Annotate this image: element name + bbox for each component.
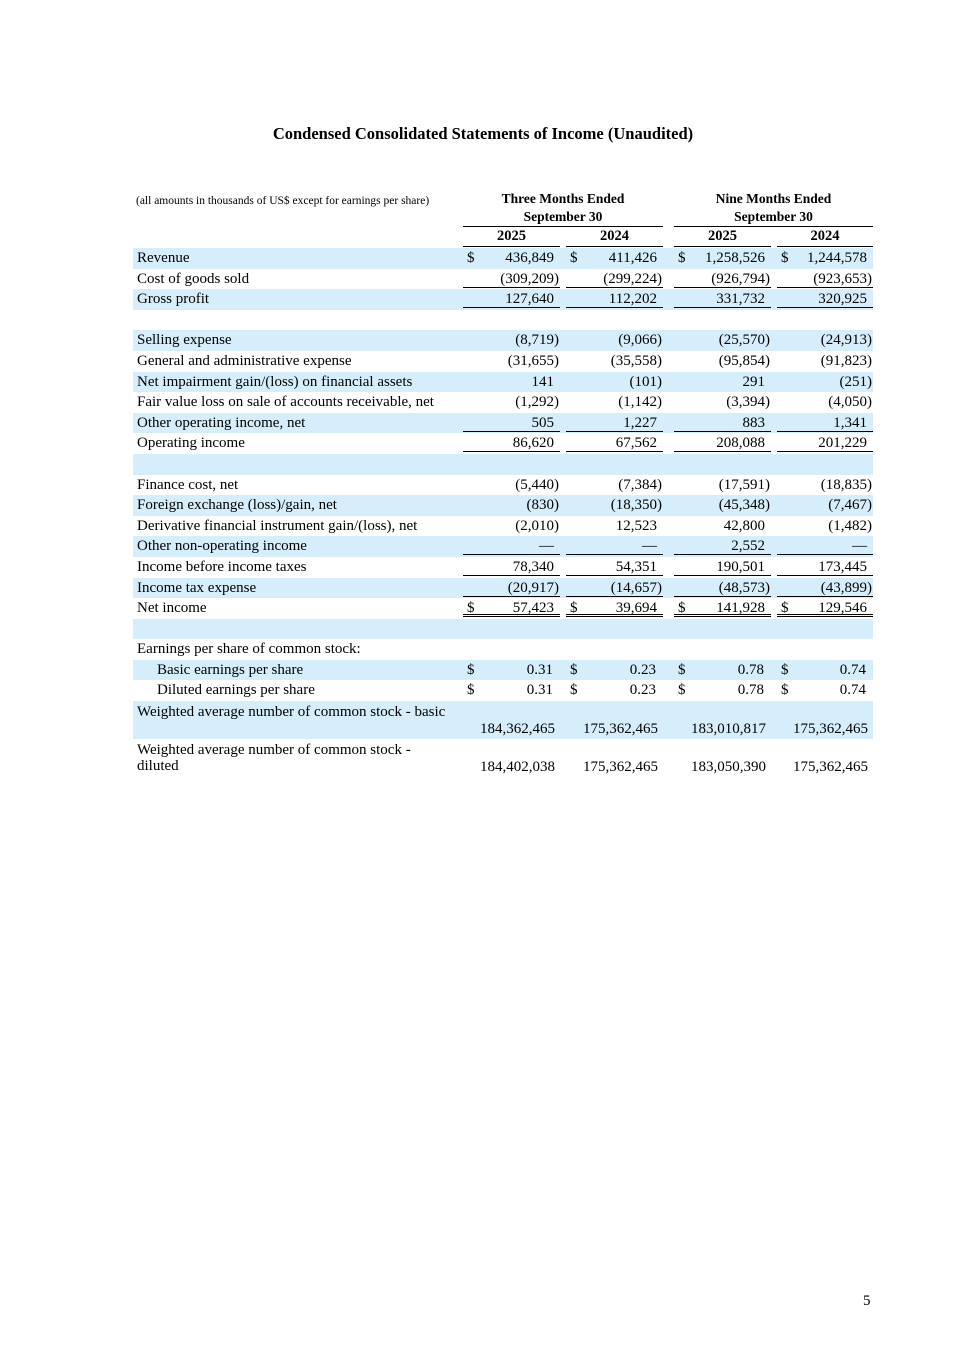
cell-value: 0.23 bbox=[629, 682, 656, 699]
currency-symbol: $ bbox=[781, 250, 789, 266]
cell-value: (48,573) bbox=[718, 579, 770, 596]
value-cell bbox=[674, 680, 771, 699]
value-cell bbox=[463, 351, 560, 370]
value-cell bbox=[674, 289, 771, 308]
row-label: Operating income bbox=[137, 435, 245, 452]
cell-value: 1,227 bbox=[623, 414, 657, 431]
cell-value: (20,917) bbox=[507, 579, 559, 596]
currency-symbol: $ bbox=[678, 661, 686, 678]
value-cell bbox=[777, 248, 873, 267]
value-cell bbox=[463, 454, 560, 473]
value-cell bbox=[674, 269, 771, 288]
cell-value: (7,467) bbox=[828, 497, 872, 514]
value-cell bbox=[777, 578, 873, 597]
value-cell bbox=[566, 289, 663, 308]
cell-value: 175,362,465 bbox=[583, 721, 658, 738]
cell-value: 190,501 bbox=[716, 558, 765, 575]
cell-value: 505 bbox=[531, 414, 554, 431]
cell-value: — bbox=[642, 538, 657, 555]
cell-value: 112,202 bbox=[608, 291, 657, 308]
cell-value: (830) bbox=[526, 497, 559, 514]
value-cell bbox=[674, 330, 771, 349]
currency-symbol: $ bbox=[467, 661, 475, 678]
cell-value: 320,925 bbox=[818, 291, 867, 308]
value-cell bbox=[566, 433, 663, 452]
cell-value: 1,244,578 bbox=[807, 250, 867, 266]
table-row bbox=[133, 598, 873, 619]
value-cell bbox=[463, 619, 560, 638]
cell-value: 175,362,465 bbox=[583, 759, 658, 776]
value-cell bbox=[777, 330, 873, 349]
value-cell bbox=[566, 330, 663, 349]
value-cell bbox=[777, 475, 873, 494]
table-row bbox=[133, 680, 873, 701]
value-cell bbox=[463, 758, 560, 777]
table-body bbox=[133, 248, 873, 777]
cell-value: (299,224) bbox=[603, 270, 662, 287]
value-cell bbox=[566, 413, 663, 432]
cell-value: 184,362,465 bbox=[480, 721, 555, 738]
cell-value: 436,849 bbox=[505, 250, 554, 266]
value-cell bbox=[777, 758, 873, 777]
cell-value: 67,562 bbox=[615, 435, 657, 452]
table-row bbox=[133, 475, 873, 496]
table-row bbox=[133, 413, 873, 434]
cell-value: 883 bbox=[742, 414, 765, 431]
value-cell bbox=[463, 536, 560, 555]
currency-symbol: $ bbox=[678, 250, 686, 266]
row-label: General and administrative expense bbox=[137, 352, 352, 369]
value-cell bbox=[463, 720, 560, 739]
cell-value: — bbox=[539, 538, 554, 555]
value-cell bbox=[777, 351, 873, 370]
table-row bbox=[133, 372, 873, 393]
row-label: Finance cost, net bbox=[137, 476, 239, 493]
cell-value: (9,066) bbox=[618, 332, 662, 349]
value-cell bbox=[463, 495, 560, 514]
currency-symbol: $ bbox=[570, 250, 578, 266]
table-row bbox=[133, 433, 873, 454]
currency-symbol: $ bbox=[570, 600, 578, 617]
cell-value: 0.74 bbox=[839, 682, 866, 699]
cell-value: 0.31 bbox=[526, 661, 553, 678]
row-label: Cost of goods sold bbox=[137, 270, 250, 287]
value-cell bbox=[777, 454, 873, 473]
table-row bbox=[133, 495, 873, 516]
value-cell bbox=[777, 310, 873, 329]
value-cell bbox=[566, 758, 663, 777]
value-cell bbox=[674, 372, 771, 391]
table-row bbox=[133, 619, 873, 640]
value-cell bbox=[674, 660, 771, 679]
value-cell bbox=[777, 372, 873, 391]
year-header: 2025 bbox=[463, 227, 560, 247]
value-cell bbox=[777, 598, 873, 617]
row-label: Weighted average number of common stock - basic bbox=[137, 704, 446, 721]
table-row bbox=[133, 639, 873, 660]
row-label: Gross profit bbox=[137, 291, 210, 308]
value-cell bbox=[566, 351, 663, 370]
table-row bbox=[133, 557, 873, 578]
table-row bbox=[133, 310, 873, 331]
value-cell bbox=[674, 639, 771, 658]
value-cell bbox=[566, 536, 663, 555]
currency-symbol: $ bbox=[781, 661, 789, 678]
value-cell bbox=[566, 720, 663, 739]
cell-value: 0.78 bbox=[737, 682, 764, 699]
table-row bbox=[133, 392, 873, 413]
cell-value: 0.23 bbox=[629, 661, 656, 678]
value-cell bbox=[777, 536, 873, 555]
cell-value: (17,591) bbox=[718, 476, 770, 493]
cell-value: 183,050,390 bbox=[691, 759, 766, 776]
currency-symbol: $ bbox=[467, 250, 475, 266]
table-row bbox=[133, 536, 873, 557]
cell-value: 184,402,038 bbox=[480, 759, 555, 776]
value-cell bbox=[566, 310, 663, 329]
cell-value: (35,558) bbox=[610, 352, 662, 369]
cell-value: 42,800 bbox=[723, 517, 765, 534]
value-cell bbox=[463, 598, 560, 617]
value-cell bbox=[566, 475, 663, 494]
value-cell bbox=[566, 557, 663, 576]
cell-value: 129,546 bbox=[818, 600, 867, 617]
table-row bbox=[133, 269, 873, 290]
value-cell bbox=[674, 310, 771, 329]
cell-value: (45,348) bbox=[718, 497, 770, 514]
cell-value: (923,653) bbox=[813, 270, 872, 287]
cell-value: 2,552 bbox=[731, 538, 765, 555]
value-cell bbox=[674, 516, 771, 535]
value-cell bbox=[463, 680, 560, 699]
value-cell bbox=[463, 330, 560, 349]
cell-value: (18,835) bbox=[820, 476, 872, 493]
cell-value: (5,440) bbox=[515, 476, 559, 493]
table-row bbox=[133, 578, 873, 599]
currency-symbol: $ bbox=[570, 682, 578, 699]
cell-value: (1,292) bbox=[515, 394, 559, 411]
cell-value: 57,423 bbox=[512, 600, 554, 617]
cell-value: (31,655) bbox=[507, 352, 559, 369]
cell-value: 78,340 bbox=[512, 558, 554, 575]
currency-symbol: $ bbox=[678, 600, 686, 617]
row-label: Net impairment gain/(loss) on financial assets bbox=[137, 373, 413, 390]
value-cell bbox=[463, 248, 560, 267]
value-cell bbox=[674, 351, 771, 370]
value-cell bbox=[463, 269, 560, 288]
value-cell bbox=[674, 495, 771, 514]
table-row bbox=[133, 248, 873, 269]
cell-value: 12,523 bbox=[615, 517, 657, 534]
currency-symbol: $ bbox=[570, 661, 578, 678]
amounts-note: (all amounts in thousands of US$ except for earnings per share) bbox=[136, 195, 430, 207]
cell-value: 175,362,465 bbox=[793, 721, 868, 738]
value-cell bbox=[566, 660, 663, 679]
value-cell bbox=[674, 536, 771, 555]
cell-value: 208,088 bbox=[716, 435, 765, 452]
value-cell bbox=[674, 578, 771, 597]
row-label: Diluted earnings per share bbox=[157, 682, 315, 699]
cell-value: 173,445 bbox=[818, 558, 867, 575]
cell-value: (309,209) bbox=[500, 270, 559, 287]
cell-value: (2,010) bbox=[515, 517, 559, 534]
value-cell bbox=[777, 269, 873, 288]
table-row bbox=[133, 351, 873, 372]
cell-value: 0.74 bbox=[839, 661, 866, 678]
value-cell bbox=[777, 392, 873, 411]
cell-value: 141,928 bbox=[716, 600, 765, 617]
value-cell bbox=[463, 475, 560, 494]
value-cell bbox=[463, 372, 560, 391]
value-cell bbox=[777, 289, 873, 308]
group-heading-line1: Nine Months Ended bbox=[715, 191, 832, 206]
cell-value: (251) bbox=[839, 373, 872, 390]
table-row bbox=[133, 454, 873, 475]
income-statement-table bbox=[133, 188, 873, 777]
cell-value: 291 bbox=[742, 373, 765, 390]
currency-symbol: $ bbox=[467, 600, 475, 617]
value-cell bbox=[463, 557, 560, 576]
cell-value: (24,913) bbox=[820, 332, 872, 349]
table-row bbox=[133, 289, 873, 310]
row-label: Other operating income, net bbox=[137, 414, 306, 431]
cell-value: 183,010,817 bbox=[691, 721, 766, 738]
value-cell bbox=[777, 639, 873, 658]
statement-title: Condensed Consolidated Statements of Income (Unaudited) bbox=[272, 124, 694, 143]
cell-value: 331,732 bbox=[716, 291, 765, 308]
value-cell bbox=[674, 433, 771, 452]
group-heading-line1: Three Months Ended bbox=[501, 191, 625, 206]
group-heading-line2: September 30 bbox=[734, 209, 813, 224]
value-cell bbox=[566, 392, 663, 411]
value-cell bbox=[566, 639, 663, 658]
value-cell bbox=[674, 598, 771, 617]
currency-symbol: $ bbox=[467, 682, 475, 699]
value-cell bbox=[463, 578, 560, 597]
value-cell bbox=[463, 289, 560, 308]
row-label: Other non-operating income bbox=[137, 538, 307, 555]
nine-months-header bbox=[674, 190, 873, 226]
row-label: Weighted average number of common stock - diluted bbox=[137, 742, 411, 775]
year-header: 2024 bbox=[566, 227, 663, 247]
value-cell bbox=[777, 680, 873, 699]
currency-symbol: $ bbox=[781, 600, 789, 617]
value-cell bbox=[777, 720, 873, 739]
table-row bbox=[133, 701, 873, 739]
value-cell bbox=[777, 557, 873, 576]
cell-value: (25,570) bbox=[718, 332, 770, 349]
table-row bbox=[133, 330, 873, 351]
row-label: Income before income taxes bbox=[137, 558, 307, 575]
cell-value: — bbox=[852, 538, 867, 555]
cell-value: (101) bbox=[629, 373, 662, 390]
value-cell bbox=[674, 720, 771, 739]
value-cell bbox=[777, 413, 873, 432]
cell-value: 0.31 bbox=[526, 682, 553, 699]
cell-value: 1,341 bbox=[833, 414, 867, 431]
cell-value: 411,426 bbox=[608, 250, 657, 266]
cell-value: 0.78 bbox=[737, 661, 764, 678]
cell-value: 39,694 bbox=[615, 600, 657, 617]
row-label: Earnings per share of common stock: bbox=[137, 641, 361, 658]
value-cell bbox=[674, 758, 771, 777]
value-cell bbox=[566, 372, 663, 391]
cell-value: (4,050) bbox=[828, 394, 872, 411]
value-cell bbox=[463, 413, 560, 432]
value-cell bbox=[674, 248, 771, 267]
cell-value: (43,899) bbox=[820, 579, 872, 596]
value-cell bbox=[777, 433, 873, 452]
row-label: Foreign exchange (loss)/gain, net bbox=[137, 497, 337, 514]
value-cell bbox=[463, 516, 560, 535]
cell-value: (1,142) bbox=[618, 394, 662, 411]
value-cell bbox=[566, 680, 663, 699]
currency-symbol: $ bbox=[781, 682, 789, 699]
value-cell bbox=[777, 495, 873, 514]
cell-value: (91,823) bbox=[820, 352, 872, 369]
group-heading-line2: September 30 bbox=[523, 209, 603, 224]
year-header: 2025 bbox=[674, 227, 771, 247]
value-cell bbox=[777, 619, 873, 638]
table-row bbox=[133, 660, 873, 681]
row-label: Revenue bbox=[137, 250, 190, 266]
value-cell bbox=[463, 392, 560, 411]
cell-value: 54,351 bbox=[615, 558, 657, 575]
value-cell bbox=[463, 639, 560, 658]
cell-value: 1,258,526 bbox=[705, 250, 765, 266]
cell-value: 141 bbox=[531, 373, 554, 390]
table-header bbox=[133, 188, 873, 248]
value-cell bbox=[463, 433, 560, 452]
value-cell bbox=[674, 392, 771, 411]
cell-value: 175,362,465 bbox=[793, 759, 868, 776]
value-cell bbox=[566, 619, 663, 638]
cell-value: 127,640 bbox=[505, 291, 554, 308]
value-cell bbox=[674, 619, 771, 638]
cell-value: 86,620 bbox=[512, 435, 554, 452]
row-label: Basic earnings per share bbox=[157, 661, 304, 678]
cell-value: (18,350) bbox=[610, 497, 662, 514]
value-cell bbox=[777, 516, 873, 535]
table-row bbox=[133, 739, 873, 777]
row-label: Income tax expense bbox=[137, 579, 257, 596]
value-cell bbox=[674, 454, 771, 473]
cell-value: (3,394) bbox=[726, 394, 770, 411]
cell-value: 201,229 bbox=[818, 435, 867, 452]
value-cell bbox=[566, 495, 663, 514]
row-label: Net income bbox=[137, 600, 207, 617]
value-cell bbox=[566, 598, 663, 617]
value-cell bbox=[463, 660, 560, 679]
value-cell bbox=[566, 269, 663, 288]
year-header: 2024 bbox=[777, 227, 873, 247]
value-cell bbox=[566, 248, 663, 267]
value-cell bbox=[566, 578, 663, 597]
value-cell bbox=[566, 454, 663, 473]
three-months-header bbox=[463, 190, 663, 226]
cell-value: (95,854) bbox=[718, 352, 770, 369]
currency-symbol: $ bbox=[678, 682, 686, 699]
value-cell bbox=[674, 557, 771, 576]
value-cell bbox=[566, 516, 663, 535]
row-label: Selling expense bbox=[137, 332, 232, 349]
row-label: Fair value loss on sale of accounts receivable, net bbox=[137, 394, 434, 411]
cell-value: (7,384) bbox=[618, 476, 662, 493]
value-cell bbox=[463, 310, 560, 329]
row-label: Derivative financial instrument gain/(loss), net bbox=[137, 517, 418, 534]
value-cell bbox=[674, 475, 771, 494]
cell-value: (14,657) bbox=[610, 579, 662, 596]
cell-value: (926,794) bbox=[711, 270, 770, 287]
cell-value: (1,482) bbox=[828, 517, 872, 534]
value-cell bbox=[777, 660, 873, 679]
table-row bbox=[133, 516, 873, 537]
page-number: 5 bbox=[863, 1293, 871, 1309]
value-cell bbox=[674, 413, 771, 432]
cell-value: (8,719) bbox=[515, 332, 559, 349]
